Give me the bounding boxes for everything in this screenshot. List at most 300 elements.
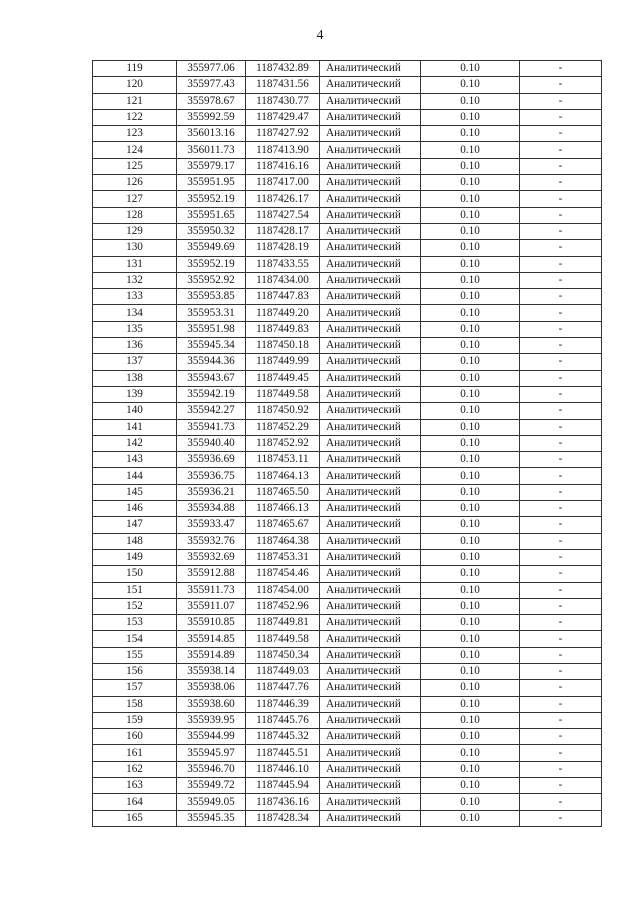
table-row bbox=[93, 729, 602, 745]
accuracy-cell: 0.10 bbox=[421, 126, 520, 142]
point-number-cell: 161 bbox=[93, 745, 177, 761]
note-cell: - bbox=[520, 794, 602, 810]
accuracy-cell: 0.10 bbox=[421, 338, 520, 354]
note-cell: - bbox=[520, 810, 602, 826]
accuracy-cell: 0.10 bbox=[421, 354, 520, 370]
accuracy-cell: 0.10 bbox=[421, 370, 520, 386]
x-coordinate-cell: 355911.73 bbox=[177, 582, 246, 598]
table-row bbox=[93, 484, 602, 500]
table-row bbox=[93, 452, 602, 468]
method-cell: Аналитический bbox=[320, 696, 421, 712]
note-cell: - bbox=[520, 501, 602, 517]
note-cell: - bbox=[520, 305, 602, 321]
table-row bbox=[93, 517, 602, 533]
note-cell: - bbox=[520, 256, 602, 272]
table-row bbox=[93, 745, 602, 761]
point-number-cell: 158 bbox=[93, 696, 177, 712]
method-cell: Аналитический bbox=[320, 712, 421, 728]
table-row bbox=[93, 305, 602, 321]
x-coordinate-cell: 355910.85 bbox=[177, 615, 246, 631]
table-row bbox=[93, 794, 602, 810]
accuracy-cell: 0.10 bbox=[421, 272, 520, 288]
point-number-cell: 134 bbox=[93, 305, 177, 321]
accuracy-cell: 0.10 bbox=[421, 468, 520, 484]
x-coordinate-cell: 355945.35 bbox=[177, 810, 246, 826]
x-coordinate-cell: 355936.75 bbox=[177, 468, 246, 484]
x-coordinate-cell: 355934.88 bbox=[177, 501, 246, 517]
point-number-cell: 165 bbox=[93, 810, 177, 826]
x-coordinate-cell: 356011.73 bbox=[177, 142, 246, 158]
accuracy-cell: 0.10 bbox=[421, 223, 520, 239]
coordinates-table-body bbox=[93, 61, 602, 827]
note-cell: - bbox=[520, 370, 602, 386]
y-coordinate-cell: 1187445.94 bbox=[246, 778, 320, 794]
x-coordinate-cell: 355977.43 bbox=[177, 77, 246, 93]
method-cell: Аналитический bbox=[320, 338, 421, 354]
x-coordinate-cell: 355933.47 bbox=[177, 517, 246, 533]
y-coordinate-cell: 1187429.47 bbox=[246, 109, 320, 125]
method-cell: Аналитический bbox=[320, 794, 421, 810]
note-cell: - bbox=[520, 566, 602, 582]
y-coordinate-cell: 1187453.11 bbox=[246, 452, 320, 468]
x-coordinate-cell: 355992.59 bbox=[177, 109, 246, 125]
y-coordinate-cell: 1187428.19 bbox=[246, 240, 320, 256]
note-cell: - bbox=[520, 289, 602, 305]
method-cell: Аналитический bbox=[320, 191, 421, 207]
y-coordinate-cell: 1187433.55 bbox=[246, 256, 320, 272]
note-cell: - bbox=[520, 321, 602, 337]
point-number-cell: 146 bbox=[93, 501, 177, 517]
point-number-cell: 148 bbox=[93, 533, 177, 549]
y-coordinate-cell: 1187464.38 bbox=[246, 533, 320, 549]
accuracy-cell: 0.10 bbox=[421, 158, 520, 174]
accuracy-cell: 0.10 bbox=[421, 663, 520, 679]
method-cell: Аналитический bbox=[320, 223, 421, 239]
method-cell: Аналитический bbox=[320, 403, 421, 419]
y-coordinate-cell: 1187445.51 bbox=[246, 745, 320, 761]
table-row bbox=[93, 419, 602, 435]
accuracy-cell: 0.10 bbox=[421, 549, 520, 565]
method-cell: Аналитический bbox=[320, 729, 421, 745]
note-cell: - bbox=[520, 386, 602, 402]
table-row bbox=[93, 582, 602, 598]
note-cell: - bbox=[520, 142, 602, 158]
y-coordinate-cell: 1187434.00 bbox=[246, 272, 320, 288]
y-coordinate-cell: 1187465.50 bbox=[246, 484, 320, 500]
note-cell: - bbox=[520, 158, 602, 174]
point-number-cell: 154 bbox=[93, 631, 177, 647]
note-cell: - bbox=[520, 745, 602, 761]
x-coordinate-cell: 355949.05 bbox=[177, 794, 246, 810]
x-coordinate-cell: 355951.95 bbox=[177, 175, 246, 191]
note-cell: - bbox=[520, 582, 602, 598]
note-cell: - bbox=[520, 778, 602, 794]
method-cell: Аналитический bbox=[320, 321, 421, 337]
y-coordinate-cell: 1187428.17 bbox=[246, 223, 320, 239]
point-number-cell: 126 bbox=[93, 175, 177, 191]
point-number-cell: 163 bbox=[93, 778, 177, 794]
point-number-cell: 141 bbox=[93, 419, 177, 435]
x-coordinate-cell: 355977.06 bbox=[177, 61, 246, 77]
accuracy-cell: 0.10 bbox=[421, 729, 520, 745]
point-number-cell: 122 bbox=[93, 109, 177, 125]
method-cell: Аналитический bbox=[320, 175, 421, 191]
method-cell: Аналитический bbox=[320, 468, 421, 484]
table-row bbox=[93, 338, 602, 354]
table-row bbox=[93, 533, 602, 549]
table-row bbox=[93, 501, 602, 517]
table-row bbox=[93, 191, 602, 207]
table-row bbox=[93, 663, 602, 679]
accuracy-cell: 0.10 bbox=[421, 761, 520, 777]
accuracy-cell: 0.10 bbox=[421, 256, 520, 272]
y-coordinate-cell: 1187426.17 bbox=[246, 191, 320, 207]
table-row bbox=[93, 61, 602, 77]
table-row bbox=[93, 321, 602, 337]
point-number-cell: 124 bbox=[93, 142, 177, 158]
y-coordinate-cell: 1187449.99 bbox=[246, 354, 320, 370]
method-cell: Аналитический bbox=[320, 745, 421, 761]
method-cell: Аналитический bbox=[320, 61, 421, 77]
table-row bbox=[93, 598, 602, 614]
y-coordinate-cell: 1187452.29 bbox=[246, 419, 320, 435]
method-cell: Аналитический bbox=[320, 354, 421, 370]
accuracy-cell: 0.10 bbox=[421, 501, 520, 517]
point-number-cell: 140 bbox=[93, 403, 177, 419]
x-coordinate-cell: 355914.89 bbox=[177, 647, 246, 663]
point-number-cell: 130 bbox=[93, 240, 177, 256]
point-number-cell: 121 bbox=[93, 93, 177, 109]
accuracy-cell: 0.10 bbox=[421, 712, 520, 728]
table-row bbox=[93, 647, 602, 663]
point-number-cell: 156 bbox=[93, 663, 177, 679]
point-number-cell: 137 bbox=[93, 354, 177, 370]
point-number-cell: 162 bbox=[93, 761, 177, 777]
method-cell: Аналитический bbox=[320, 517, 421, 533]
x-coordinate-cell: 355944.99 bbox=[177, 729, 246, 745]
method-cell: Аналитический bbox=[320, 305, 421, 321]
point-number-cell: 150 bbox=[93, 566, 177, 582]
method-cell: Аналитический bbox=[320, 598, 421, 614]
y-coordinate-cell: 1187464.13 bbox=[246, 468, 320, 484]
y-coordinate-cell: 1187449.20 bbox=[246, 305, 320, 321]
table-row bbox=[93, 77, 602, 93]
method-cell: Аналитический bbox=[320, 435, 421, 451]
y-coordinate-cell: 1187449.81 bbox=[246, 615, 320, 631]
x-coordinate-cell: 355942.19 bbox=[177, 386, 246, 402]
x-coordinate-cell: 355938.60 bbox=[177, 696, 246, 712]
y-coordinate-cell: 1187446.10 bbox=[246, 761, 320, 777]
note-cell: - bbox=[520, 468, 602, 484]
point-number-cell: 125 bbox=[93, 158, 177, 174]
method-cell: Аналитический bbox=[320, 109, 421, 125]
y-coordinate-cell: 1187454.00 bbox=[246, 582, 320, 598]
x-coordinate-cell: 355950.32 bbox=[177, 223, 246, 239]
note-cell: - bbox=[520, 223, 602, 239]
x-coordinate-cell: 355943.67 bbox=[177, 370, 246, 386]
note-cell: - bbox=[520, 533, 602, 549]
y-coordinate-cell: 1187432.89 bbox=[246, 61, 320, 77]
table-row bbox=[93, 93, 602, 109]
x-coordinate-cell: 355936.69 bbox=[177, 452, 246, 468]
point-number-cell: 143 bbox=[93, 452, 177, 468]
method-cell: Аналитический bbox=[320, 386, 421, 402]
table-row bbox=[93, 223, 602, 239]
table-row bbox=[93, 240, 602, 256]
point-number-cell: 147 bbox=[93, 517, 177, 533]
x-coordinate-cell: 355949.69 bbox=[177, 240, 246, 256]
accuracy-cell: 0.10 bbox=[421, 810, 520, 826]
table-row bbox=[93, 207, 602, 223]
point-number-cell: 151 bbox=[93, 582, 177, 598]
note-cell: - bbox=[520, 631, 602, 647]
accuracy-cell: 0.10 bbox=[421, 321, 520, 337]
x-coordinate-cell: 355936.21 bbox=[177, 484, 246, 500]
point-number-cell: 131 bbox=[93, 256, 177, 272]
y-coordinate-cell: 1187450.18 bbox=[246, 338, 320, 354]
table-row bbox=[93, 354, 602, 370]
accuracy-cell: 0.10 bbox=[421, 93, 520, 109]
method-cell: Аналитический bbox=[320, 93, 421, 109]
point-number-cell: 138 bbox=[93, 370, 177, 386]
note-cell: - bbox=[520, 272, 602, 288]
table-row bbox=[93, 549, 602, 565]
accuracy-cell: 0.10 bbox=[421, 696, 520, 712]
note-cell: - bbox=[520, 517, 602, 533]
accuracy-cell: 0.10 bbox=[421, 175, 520, 191]
note-cell: - bbox=[520, 549, 602, 565]
accuracy-cell: 0.10 bbox=[421, 191, 520, 207]
note-cell: - bbox=[520, 354, 602, 370]
y-coordinate-cell: 1187453.31 bbox=[246, 549, 320, 565]
method-cell: Аналитический bbox=[320, 680, 421, 696]
y-coordinate-cell: 1187449.83 bbox=[246, 321, 320, 337]
table-row bbox=[93, 109, 602, 125]
accuracy-cell: 0.10 bbox=[421, 386, 520, 402]
accuracy-cell: 0.10 bbox=[421, 109, 520, 125]
point-number-cell: 129 bbox=[93, 223, 177, 239]
accuracy-cell: 0.10 bbox=[421, 419, 520, 435]
y-coordinate-cell: 1187445.32 bbox=[246, 729, 320, 745]
table-row bbox=[93, 680, 602, 696]
point-number-cell: 159 bbox=[93, 712, 177, 728]
note-cell: - bbox=[520, 680, 602, 696]
y-coordinate-cell: 1187449.58 bbox=[246, 386, 320, 402]
y-coordinate-cell: 1187450.92 bbox=[246, 403, 320, 419]
note-cell: - bbox=[520, 696, 602, 712]
x-coordinate-cell: 355953.85 bbox=[177, 289, 246, 305]
note-cell: - bbox=[520, 712, 602, 728]
method-cell: Аналитический bbox=[320, 207, 421, 223]
method-cell: Аналитический bbox=[320, 761, 421, 777]
x-coordinate-cell: 355932.69 bbox=[177, 549, 246, 565]
accuracy-cell: 0.10 bbox=[421, 403, 520, 419]
y-coordinate-cell: 1187416.16 bbox=[246, 158, 320, 174]
point-number-cell: 132 bbox=[93, 272, 177, 288]
table-row bbox=[93, 468, 602, 484]
y-coordinate-cell: 1187417.00 bbox=[246, 175, 320, 191]
note-cell: - bbox=[520, 175, 602, 191]
accuracy-cell: 0.10 bbox=[421, 647, 520, 663]
x-coordinate-cell: 355951.65 bbox=[177, 207, 246, 223]
point-number-cell: 120 bbox=[93, 77, 177, 93]
method-cell: Аналитический bbox=[320, 566, 421, 582]
x-coordinate-cell: 355911.07 bbox=[177, 598, 246, 614]
accuracy-cell: 0.10 bbox=[421, 61, 520, 77]
x-coordinate-cell: 355932.76 bbox=[177, 533, 246, 549]
note-cell: - bbox=[520, 126, 602, 142]
y-coordinate-cell: 1187427.92 bbox=[246, 126, 320, 142]
note-cell: - bbox=[520, 647, 602, 663]
note-cell: - bbox=[520, 761, 602, 777]
table-row bbox=[93, 403, 602, 419]
x-coordinate-cell: 356013.16 bbox=[177, 126, 246, 142]
x-coordinate-cell: 355946.70 bbox=[177, 761, 246, 777]
y-coordinate-cell: 1187449.03 bbox=[246, 663, 320, 679]
note-cell: - bbox=[520, 484, 602, 500]
point-number-cell: 157 bbox=[93, 680, 177, 696]
x-coordinate-cell: 355944.36 bbox=[177, 354, 246, 370]
accuracy-cell: 0.10 bbox=[421, 207, 520, 223]
y-coordinate-cell: 1187428.34 bbox=[246, 810, 320, 826]
note-cell: - bbox=[520, 663, 602, 679]
accuracy-cell: 0.10 bbox=[421, 582, 520, 598]
x-coordinate-cell: 355939.95 bbox=[177, 712, 246, 728]
method-cell: Аналитический bbox=[320, 615, 421, 631]
accuracy-cell: 0.10 bbox=[421, 484, 520, 500]
point-number-cell: 153 bbox=[93, 615, 177, 631]
note-cell: - bbox=[520, 403, 602, 419]
note-cell: - bbox=[520, 61, 602, 77]
x-coordinate-cell: 355952.19 bbox=[177, 191, 246, 207]
point-number-cell: 155 bbox=[93, 647, 177, 663]
table-row bbox=[93, 142, 602, 158]
note-cell: - bbox=[520, 240, 602, 256]
y-coordinate-cell: 1187436.16 bbox=[246, 794, 320, 810]
coordinates-table bbox=[92, 60, 602, 827]
table-row bbox=[93, 778, 602, 794]
method-cell: Аналитический bbox=[320, 256, 421, 272]
accuracy-cell: 0.10 bbox=[421, 435, 520, 451]
table-row bbox=[93, 810, 602, 826]
method-cell: Аналитический bbox=[320, 419, 421, 435]
table-row bbox=[93, 158, 602, 174]
point-number-cell: 160 bbox=[93, 729, 177, 745]
x-coordinate-cell: 355945.34 bbox=[177, 338, 246, 354]
x-coordinate-cell: 355952.92 bbox=[177, 272, 246, 288]
accuracy-cell: 0.10 bbox=[421, 142, 520, 158]
method-cell: Аналитический bbox=[320, 631, 421, 647]
note-cell: - bbox=[520, 338, 602, 354]
accuracy-cell: 0.10 bbox=[421, 680, 520, 696]
note-cell: - bbox=[520, 109, 602, 125]
table-row bbox=[93, 566, 602, 582]
y-coordinate-cell: 1187447.76 bbox=[246, 680, 320, 696]
method-cell: Аналитический bbox=[320, 126, 421, 142]
note-cell: - bbox=[520, 77, 602, 93]
point-number-cell: 164 bbox=[93, 794, 177, 810]
table-row bbox=[93, 712, 602, 728]
note-cell: - bbox=[520, 729, 602, 745]
x-coordinate-cell: 355914.85 bbox=[177, 631, 246, 647]
table-row bbox=[93, 256, 602, 272]
method-cell: Аналитический bbox=[320, 533, 421, 549]
method-cell: Аналитический bbox=[320, 582, 421, 598]
note-cell: - bbox=[520, 207, 602, 223]
method-cell: Аналитический bbox=[320, 240, 421, 256]
y-coordinate-cell: 1187431.56 bbox=[246, 77, 320, 93]
y-coordinate-cell: 1187445.76 bbox=[246, 712, 320, 728]
page-number: 4 bbox=[316, 28, 324, 43]
method-cell: Аналитический bbox=[320, 289, 421, 305]
table-row bbox=[93, 631, 602, 647]
y-coordinate-cell: 1187446.39 bbox=[246, 696, 320, 712]
point-number-cell: 149 bbox=[93, 549, 177, 565]
table-row bbox=[93, 272, 602, 288]
point-number-cell: 152 bbox=[93, 598, 177, 614]
method-cell: Аналитический bbox=[320, 77, 421, 93]
table-row bbox=[93, 696, 602, 712]
note-cell: - bbox=[520, 615, 602, 631]
accuracy-cell: 0.10 bbox=[421, 745, 520, 761]
point-number-cell: 142 bbox=[93, 435, 177, 451]
y-coordinate-cell: 1187466.13 bbox=[246, 501, 320, 517]
accuracy-cell: 0.10 bbox=[421, 631, 520, 647]
table-row bbox=[93, 386, 602, 402]
x-coordinate-cell: 355912.88 bbox=[177, 566, 246, 582]
point-number-cell: 145 bbox=[93, 484, 177, 500]
note-cell: - bbox=[520, 191, 602, 207]
y-coordinate-cell: 1187413.90 bbox=[246, 142, 320, 158]
table-row bbox=[93, 126, 602, 142]
x-coordinate-cell: 355938.14 bbox=[177, 663, 246, 679]
y-coordinate-cell: 1187449.58 bbox=[246, 631, 320, 647]
method-cell: Аналитический bbox=[320, 158, 421, 174]
note-cell: - bbox=[520, 93, 602, 109]
x-coordinate-cell: 355979.17 bbox=[177, 158, 246, 174]
method-cell: Аналитический bbox=[320, 142, 421, 158]
method-cell: Аналитический bbox=[320, 549, 421, 565]
y-coordinate-cell: 1187465.67 bbox=[246, 517, 320, 533]
method-cell: Аналитический bbox=[320, 647, 421, 663]
accuracy-cell: 0.10 bbox=[421, 598, 520, 614]
y-coordinate-cell: 1187427.54 bbox=[246, 207, 320, 223]
x-coordinate-cell: 355953.31 bbox=[177, 305, 246, 321]
point-number-cell: 127 bbox=[93, 191, 177, 207]
method-cell: Аналитический bbox=[320, 778, 421, 794]
table-row bbox=[93, 761, 602, 777]
table-row bbox=[93, 615, 602, 631]
x-coordinate-cell: 355949.72 bbox=[177, 778, 246, 794]
accuracy-cell: 0.10 bbox=[421, 517, 520, 533]
table-row bbox=[93, 370, 602, 386]
accuracy-cell: 0.10 bbox=[421, 77, 520, 93]
table-row bbox=[93, 289, 602, 305]
x-coordinate-cell: 355940.40 bbox=[177, 435, 246, 451]
method-cell: Аналитический bbox=[320, 810, 421, 826]
accuracy-cell: 0.10 bbox=[421, 452, 520, 468]
note-cell: - bbox=[520, 419, 602, 435]
y-coordinate-cell: 1187452.96 bbox=[246, 598, 320, 614]
accuracy-cell: 0.10 bbox=[421, 778, 520, 794]
y-coordinate-cell: 1187449.45 bbox=[246, 370, 320, 386]
x-coordinate-cell: 355951.98 bbox=[177, 321, 246, 337]
y-coordinate-cell: 1187430.77 bbox=[246, 93, 320, 109]
accuracy-cell: 0.10 bbox=[421, 240, 520, 256]
point-number-cell: 139 bbox=[93, 386, 177, 402]
x-coordinate-cell: 355942.27 bbox=[177, 403, 246, 419]
point-number-cell: 135 bbox=[93, 321, 177, 337]
